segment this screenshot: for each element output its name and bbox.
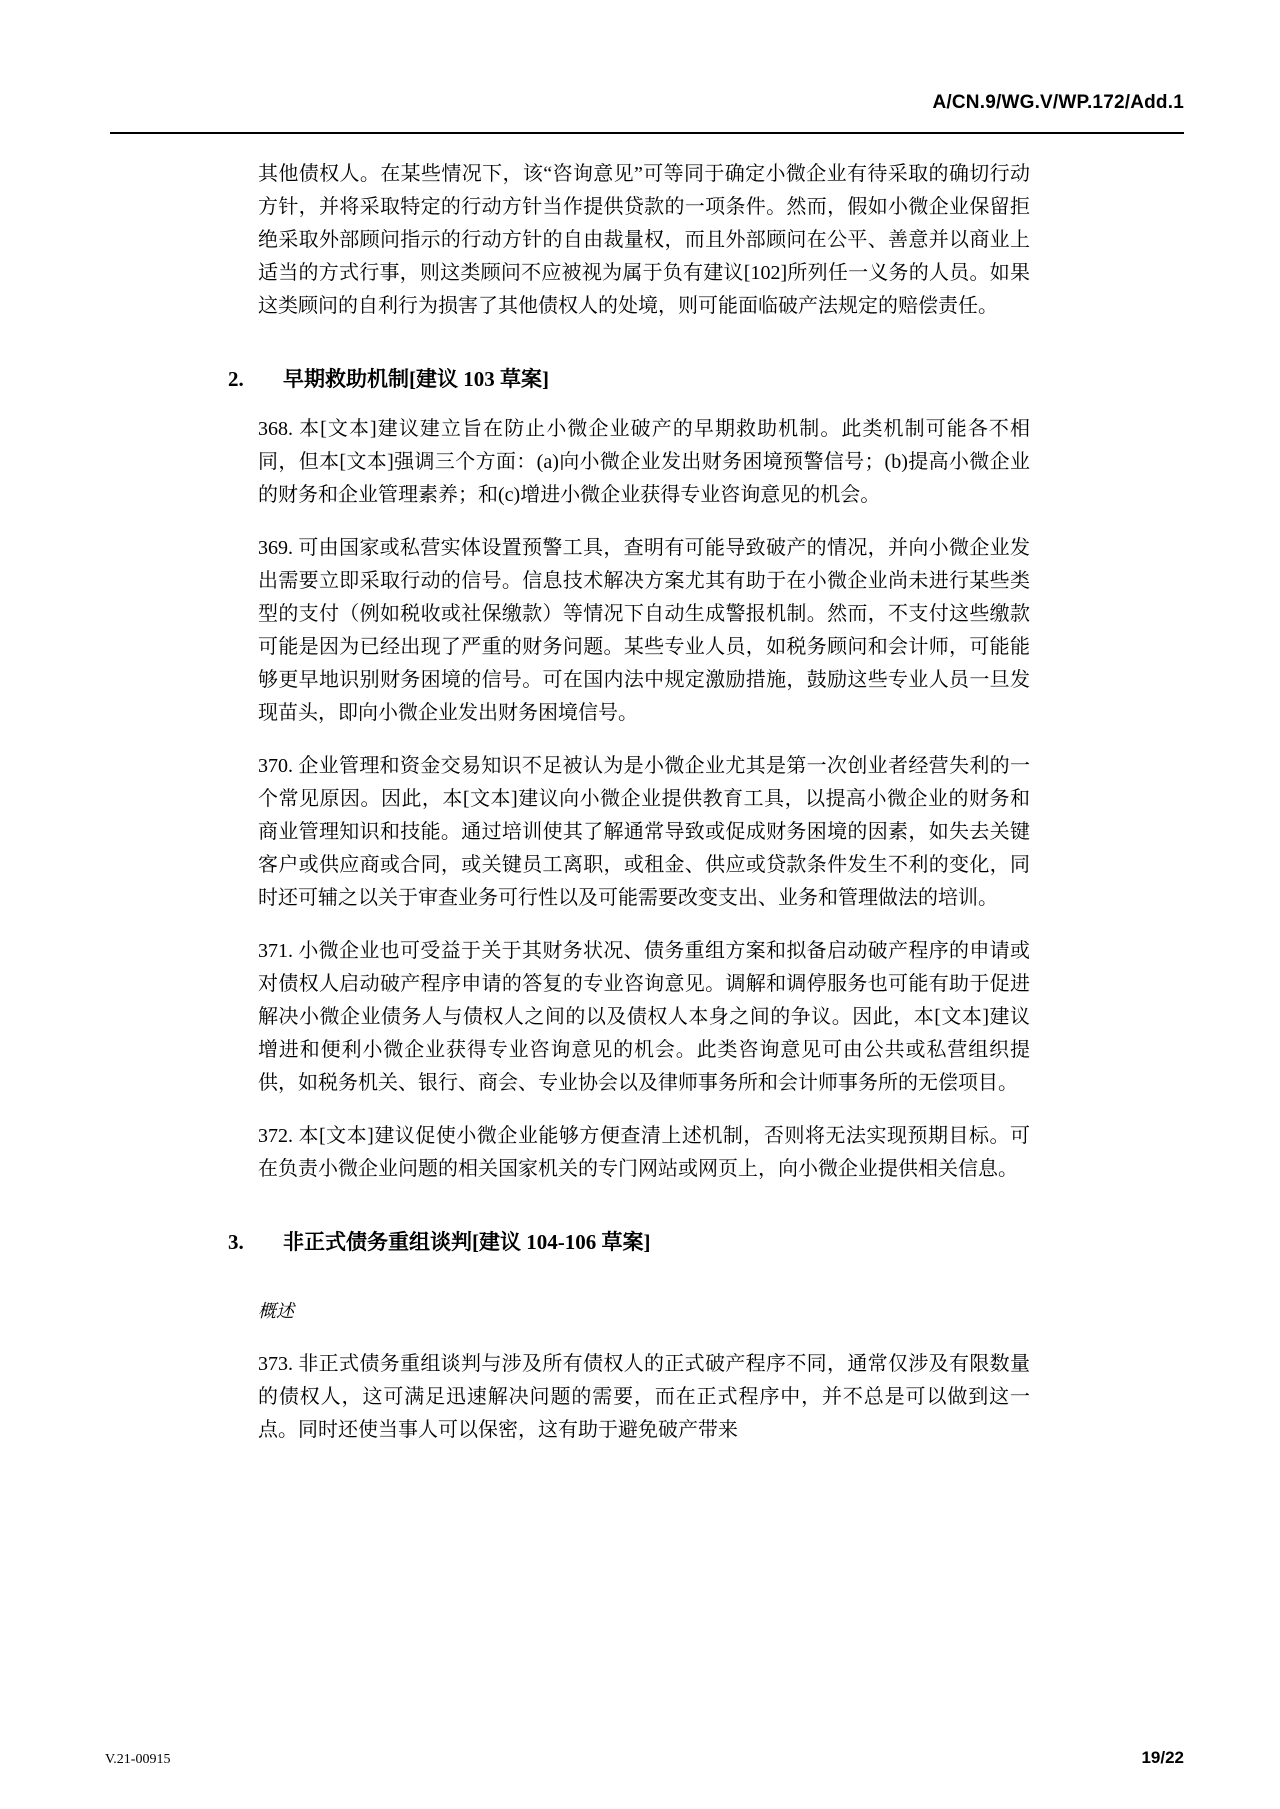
paragraph-373: 373. 非正式债务重组谈判与涉及所有债权人的正式破产程序不同，通常仅涉及有限数量的债权人，这可满足迅速解决问题的需要，而在正式程序中，并不总是可以做到这一点。同时还使当事人可以保密，这有助于避免破产带来 [258,1353,1030,1441]
paragraph-368: 368. 本[文本]建议建立旨在防止小微企业破产的早期救助机制。此类机制可能各不相同，但本[文本]强调三个方面：(a)向小微企业发出财务困境预警信号；(b)提高小微企业的财务和企业管理素养；和(c)增进小微企业获得专业咨询意见的机会。 [258,418,1030,506]
section-2-number: 2. [228,367,244,391]
document-symbol: A/CN.9/WG.V/WP.172/Add.1 [932,92,1184,113]
paragraph-continuation: 其他债权人。在某些情况下，该“咨询意见”可等同于确定小微企业有待采取的确切行动方针，并将采取特定的行动方针当作提供贷款的一项条件。然而，假如小微企业保留拒绝采取外部顾问指示的行动方针的自由裁量权，而且外部顾问在公平、善意并以商业上适当的方式行事，则这类顾问不应被视为属于负有建议[102]所列任一义务的人员。如果这类顾问的自利行为损害了其他债权人的处境，则可能面临破产法规定的赔偿责任。 [258,163,1030,317]
footer-document-number: V.21-00915 [105,1752,171,1767]
paragraph-370: 370. 企业管理和资金交易知识不足被认为是小微企业尤其是第一次创业者经营失利的一个常见原因。因此，本[文本]建议向小微企业提供教育工具，以提高小微企业的财务和商业管理知识和技能。通过培训使其了解通常导致或促成财务困境的因素，如失去关键客户或供应商或合同，或关键员工离职，或租金、供应或贷款条件发生不利的变化，同时还可辅之以关于审查业务可行性以及可能需要改变支出、业务和管理做法的培训。 [258,755,1030,909]
section-2-heading [228,365,1030,393]
section-3-number: 3. [228,1230,244,1254]
footer-page-number: 19/22 [1141,1748,1184,1767]
section-3-title: 非正式债务重组谈判[建议 104-106 草案] [283,1230,651,1254]
section-3-heading [228,1228,1030,1256]
section-2-title: 早期救助机制[建议 103 草案] [283,367,549,391]
document-body [0,158,1280,1467]
overview-subheading: 概述 [258,1301,294,1321]
paragraph-369: 369. 可由国家或私营实体设置预警工具，查明有可能导致破产的情况，并向小微企业发出需要立即采取行动的信号。信息技术解决方案尤其有助于在小微企业尚未进行某些类型的支付（例如税收或社保缴款）等情况下自动生成警报机制。然而，不支付这些缴款可能是因为已经出现了严重的财务问题。某些专业人员，如税务顾问和会计师，可能能够更早地识别财务困境的信号。可在国内法中规定激励措施，鼓励这些专业人员一旦发现苗头，即向小微企业发出财务困境信号。 [258,537,1030,724]
paragraph-371: 371. 小微企业也可受益于关于其财务状况、债务重组方案和拟备启动破产程序的申请或对债权人启动破产程序申请的答复的专业咨询意见。调解和调停服务也可能有助于促进解决小微企业债务人与债权人之间的以及债权人本身之间的争议。因此，本[文本]建议增进和便利小微企业获得专业咨询意见的机会。此类咨询意见可由公共或私营组织提供，如税务机关、银行、商会、专业协会以及律师事务所和会计师事务所的无偿项目。 [258,940,1030,1094]
header-rule [110,132,1184,134]
paragraph-372: 372. 本[文本]建议促使小微企业能够方便查清上述机制，否则将无法实现预期目标。可在负责小微企业问题的相关国家机关的专门网站或网页上，向小微企业提供相关信息。 [258,1125,1030,1180]
page-footer [105,1748,1184,1768]
